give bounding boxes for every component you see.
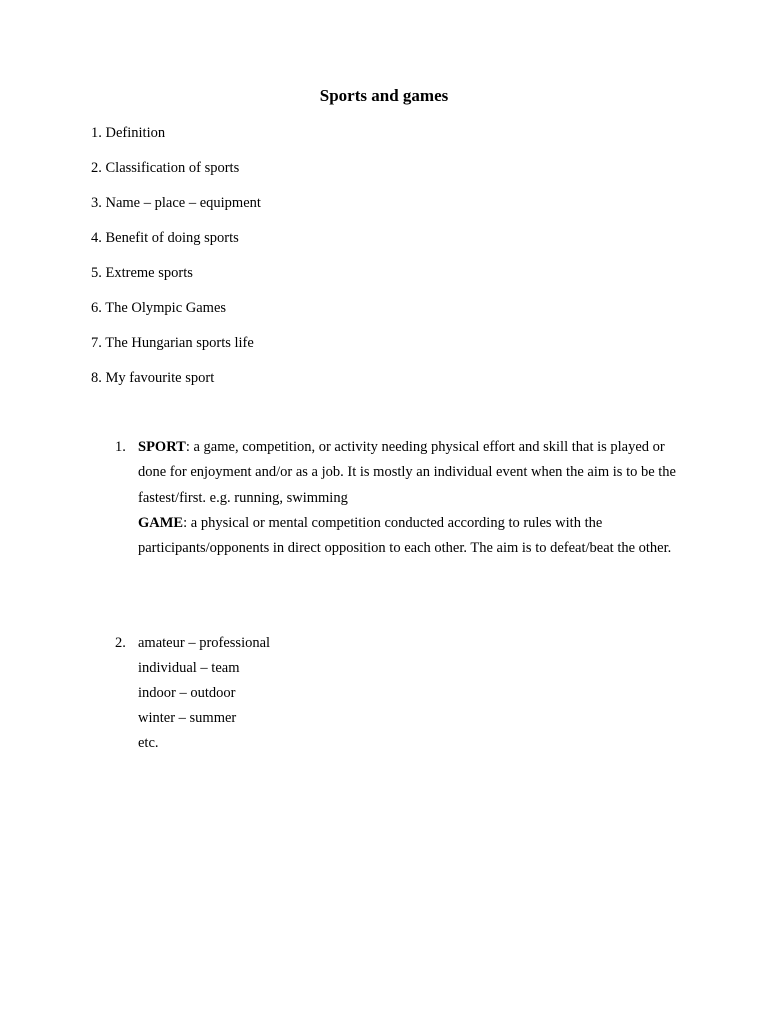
- game-definition: [138, 511, 695, 562]
- toc-item: 5. Extreme sports: [91, 265, 193, 281]
- game-term: GAME: [138, 514, 184, 531]
- game-definition-text: : a physical or mental competition conducted according to rules with the participants/opponents in direct opposition to each other. The aim is to defeat/beat the other.: [138, 514, 672, 557]
- toc-item: 7. The Hungarian sports life: [91, 335, 254, 351]
- table-of-contents: [91, 124, 261, 404]
- definition-text: [138, 435, 695, 561]
- definition-section: [115, 435, 695, 561]
- classification-section: [115, 631, 695, 756]
- sport-definition-text: : a game, competition, or activity needing physical effort and skill that is played or done for enjoyment and/or as a job. It is mostly an individual event when the aim is to be the fastest/first. e.g. running, swimming: [138, 439, 676, 506]
- toc-item: 3. Name – place – equipment: [91, 195, 261, 211]
- toc-item: 2. Classification of sports: [91, 160, 240, 176]
- toc-item: 8. My favourite sport: [91, 370, 215, 386]
- classification-item: etc.: [138, 735, 159, 751]
- classification-list: [138, 631, 695, 756]
- toc-item: 4. Benefit of doing sports: [91, 230, 239, 246]
- toc-item: 6. The Olympic Games: [91, 300, 227, 316]
- toc-item: 1. Definition: [91, 125, 166, 141]
- classification-item: winter – summer: [138, 710, 237, 726]
- classification-item: individual – team: [138, 660, 240, 676]
- sport-term: SPORT: [138, 439, 186, 455]
- page-title: Sports and games: [319, 86, 449, 105]
- section-number: 2.: [115, 635, 126, 651]
- section-number: 1.: [115, 439, 126, 455]
- classification-item: indoor – outdoor: [138, 685, 236, 701]
- sport-definition: [138, 435, 695, 511]
- classification-item: amateur – professional: [138, 635, 271, 651]
